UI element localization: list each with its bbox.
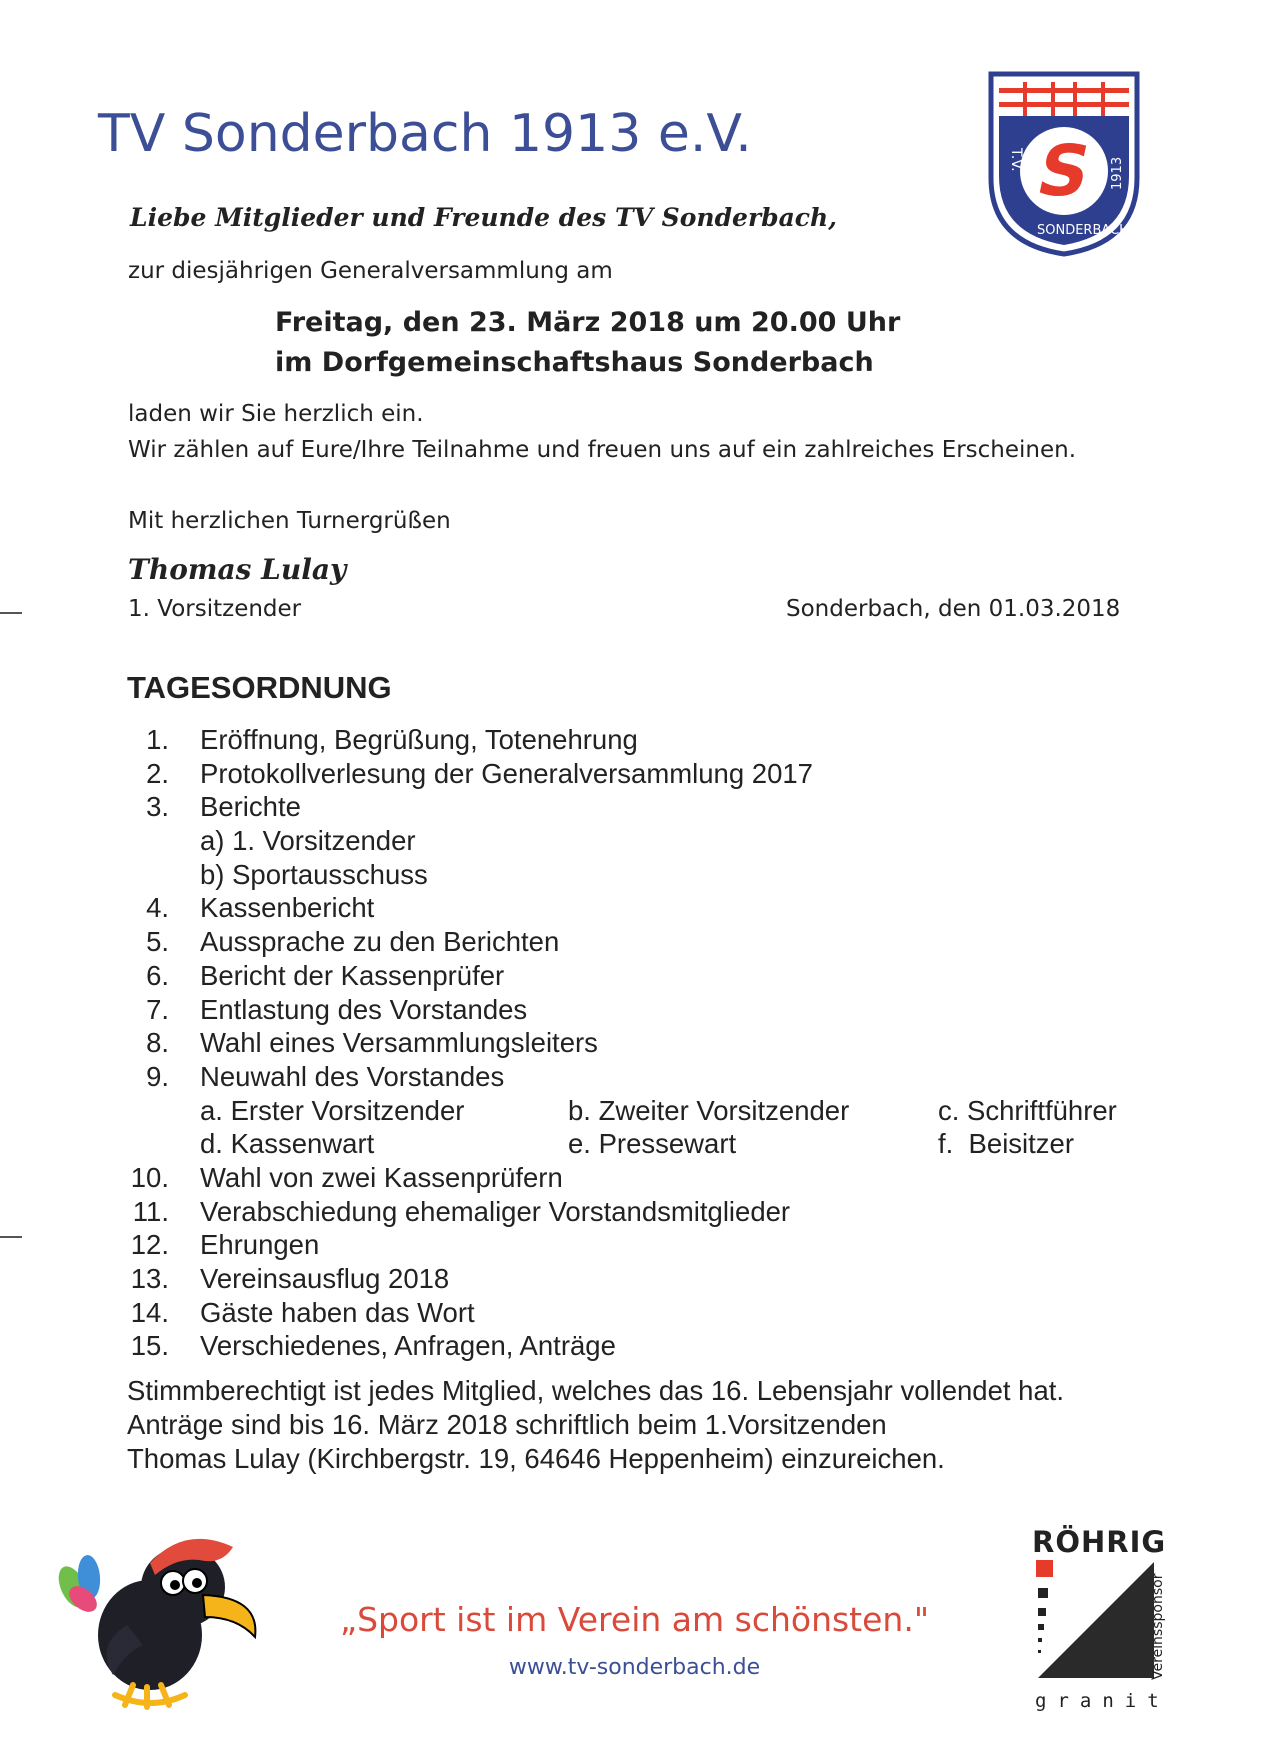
sponsor-subtitle: granit	[1035, 1690, 1170, 1712]
agenda-item-number: 12.	[130, 1229, 169, 1261]
agenda-item-text: a) 1. Vorsitzender	[200, 825, 416, 857]
svg-text:1913: 1913	[1110, 156, 1125, 190]
agenda-item-text: b) Sportausschuss	[200, 858, 428, 890]
agenda-item	[0, 1229, 1269, 1263]
agenda-item-text: Verabschiedung ehemaliger Vorstandsmitglieder	[200, 1195, 791, 1227]
sponsor-logo	[1032, 1560, 1157, 1685]
invitation-intro: zur diesjährigen Generalversammlung am	[128, 258, 613, 284]
election-roles-row	[0, 1095, 1269, 1129]
agenda-item-text: Bericht der Kassenprüfer	[200, 959, 505, 991]
agenda-item-number: 15.	[130, 1330, 169, 1362]
agenda-item-number: 13.	[130, 1263, 169, 1294]
agenda-list	[0, 724, 1269, 1364]
club-motto: „Sport ist im Verein am schönsten."	[339, 1600, 930, 1639]
election-role: f. Beisitzer	[938, 1128, 1075, 1160]
address-note: Thomas Lulay (Kirchbergstr. 19, 64646 Heppenheim) einzureichen.	[127, 1443, 945, 1474]
club-logo	[985, 68, 1143, 258]
svg-text:SONDERBACH: SONDERBACH	[1037, 223, 1129, 238]
voting-note: Stimmberechtigt ist jedes Mitglied, welches das 16. Lebensjahr vollendet hat.	[127, 1375, 1065, 1406]
agenda-item-number: 9.	[146, 1060, 169, 1092]
agenda-item-text: Neuwahl des Vorstandes	[200, 1060, 505, 1092]
agenda-item-number: 10.	[130, 1161, 169, 1193]
agenda-subitem	[0, 825, 1269, 859]
agenda-item-number: 6.	[146, 959, 169, 991]
agenda-item-text: Vereinsausflug 2018	[200, 1263, 450, 1294]
agenda-item	[0, 1263, 1269, 1297]
election-role: e. Pressewart	[568, 1128, 737, 1160]
agenda-item	[0, 1196, 1269, 1230]
agenda-item	[0, 892, 1269, 926]
agenda-item-text: Entlastung des Vorstandes	[200, 993, 528, 1025]
agenda-item-number: 5.	[146, 926, 169, 958]
greeting: Liebe Mitglieder und Freunde des TV Sonderbach,	[130, 203, 837, 232]
agenda-item-text: Wahl eines Versammlungsleiters	[200, 1027, 598, 1059]
agenda-item-number: 11.	[132, 1195, 169, 1227]
svg-text:T.V.: T.V.	[1008, 148, 1024, 172]
agenda-item-number: 4.	[146, 892, 169, 924]
election-roles-row	[0, 1128, 1269, 1162]
agenda-item-text: Ehrungen	[200, 1229, 320, 1261]
agenda-item	[0, 791, 1269, 825]
agenda-item	[0, 1162, 1269, 1196]
website-link[interactable]: www.tv-sonderbach.de	[508, 1655, 761, 1680]
agenda-item	[0, 994, 1269, 1028]
agenda-item	[0, 724, 1269, 758]
agenda-item-text: Protokollverlesung der Generalversammlung 2017	[200, 757, 813, 789]
agenda-item-number: 3.	[146, 791, 169, 823]
agenda-item	[0, 1297, 1269, 1331]
club-title: TV Sonderbach 1913 e.V.	[98, 104, 752, 164]
agenda-item-text: Wahl von zwei Kassenprüfern	[200, 1161, 563, 1193]
invitation-line-1: laden wir Sie herzlich ein.	[128, 401, 424, 427]
signer-role: 1. Vorsitzender	[128, 596, 302, 622]
closing-greeting: Mit herzlichen Turnergrüßen	[128, 508, 451, 534]
agenda-item-text: Berichte	[200, 791, 301, 823]
invitation-line-2: Wir zählen auf Eure/Ihre Teilnahme und freuen uns auf ein zahlreiches Erscheinen.	[128, 437, 1077, 463]
agenda-item	[0, 1330, 1269, 1364]
event-date: Freitag, den 23. März 2018 um 20.00 Uhr	[275, 307, 901, 338]
agenda-item-number: 14.	[130, 1296, 169, 1328]
election-role: d. Kassenwart	[200, 1128, 375, 1160]
election-role: a. Erster Vorsitzender	[200, 1094, 465, 1126]
agenda-item	[0, 1027, 1269, 1061]
agenda-item	[0, 960, 1269, 994]
signature: Thomas Lulay	[128, 553, 347, 586]
sponsor-logo-icon	[1032, 1560, 1157, 1685]
agenda-item-number: 7.	[146, 993, 169, 1025]
agenda-item-text: Gäste haben das Wort	[200, 1296, 475, 1328]
agenda-item-text: Verschiedenes, Anfragen, Anträge	[200, 1330, 616, 1362]
agenda-subitem	[0, 859, 1269, 893]
agenda-item-text: Eröffnung, Begrüßung, Totenehrung	[200, 724, 638, 755]
agenda-item-number: 1.	[146, 724, 169, 755]
club-crest-icon	[985, 68, 1143, 258]
event-place: im Dorfgemeinschaftshaus Sonderbach	[275, 347, 874, 378]
fold-mark	[0, 612, 22, 614]
sponsor-role: Vereinssponsor	[1150, 1573, 1166, 1680]
election-role: c. Schriftführer	[938, 1094, 1117, 1126]
place-date: Sonderbach, den 01.03.2018	[786, 596, 1121, 622]
agenda-item-text: Aussprache zu den Berichten	[200, 926, 560, 958]
agenda-item-number: 2.	[146, 757, 169, 789]
agenda-item	[0, 1061, 1269, 1095]
motions-note: Anträge sind bis 16. März 2018 schriftlich beim 1.Vorsitzenden	[127, 1409, 887, 1440]
svg-text:S: S	[1030, 129, 1099, 212]
agenda-heading: TAGESORDNUNG	[127, 670, 392, 705]
sponsor-name: RÖHRIG	[1032, 1525, 1167, 1559]
agenda-item	[0, 926, 1269, 960]
election-role: b. Zweiter Vorsitzender	[568, 1094, 850, 1126]
agenda-item-text: Kassenbericht	[200, 892, 375, 924]
agenda-item	[0, 758, 1269, 792]
agenda-item-number: 8.	[146, 1027, 169, 1059]
